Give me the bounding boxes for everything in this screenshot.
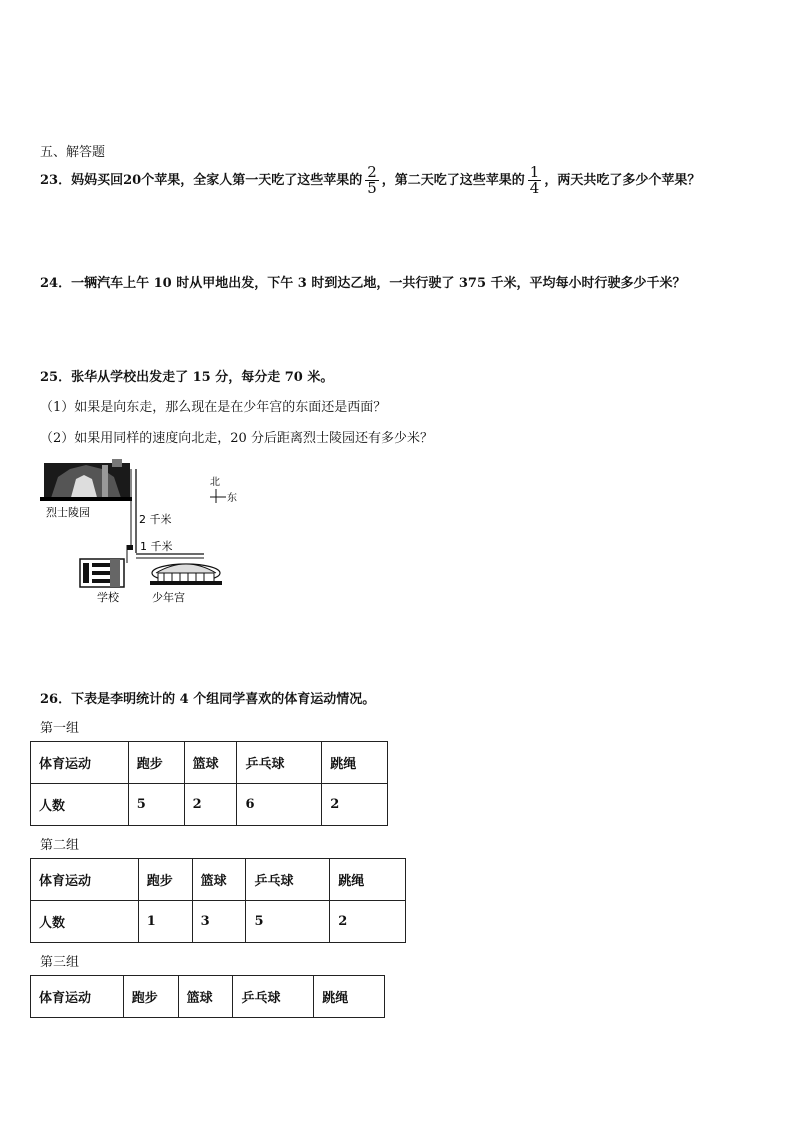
table-cell: 乒乓球 [246, 859, 330, 901]
table-cell: 1 [138, 901, 192, 943]
question-24: 24．一辆汽车上午 10 时从甲地出发，下午 3 时到达乙地，一共行驶了 375 千米，平均每小时行驶多少千米？ [40, 276, 686, 291]
question-25-part-2: （2）如果用同样的速度向北走，20 分后距离烈士陵园还有多少米？ [40, 431, 433, 446]
route-map [40, 455, 250, 610]
table-cell: 体育运动 [31, 742, 129, 784]
table-cell: 跑步 [128, 742, 184, 784]
table-cell: 3 [192, 901, 246, 943]
group-1-title: 第一组 [40, 721, 80, 736]
group-3-table [30, 975, 385, 1018]
question-25: 25．张华从学校出发走了 15 分，每分走 70 米。 [40, 370, 334, 385]
table-cell: 篮球 [178, 976, 233, 1018]
question-23 [40, 165, 700, 196]
table-cell: 5 [128, 784, 184, 826]
q23-text-2: 个苹果，全家人第一天吃了这些苹果的 [141, 173, 363, 188]
table-cell: 体育运动 [31, 976, 124, 1018]
table-header-row [31, 859, 406, 901]
youth-palace-image [150, 564, 222, 585]
table-cell: 6 [237, 784, 322, 826]
table-header-row [31, 742, 388, 784]
q23-number: 23． [40, 173, 72, 188]
q23-count: 20 [123, 173, 142, 188]
q23-text-3: ，第二天吃了这些苹果的 [381, 173, 525, 188]
label-2km: 2 千米 [139, 513, 172, 526]
fraction-one-quarter [528, 165, 542, 196]
fraction-numerator: 1 [529, 163, 540, 181]
q23-text-1: 妈妈买回 [71, 173, 124, 188]
fraction-denominator: 4 [529, 179, 540, 197]
table-cell: 人数 [31, 901, 139, 943]
table-header-row [31, 976, 385, 1018]
school-building-image [80, 559, 124, 587]
table-cell: 乒乓球 [233, 976, 314, 1018]
label-youth-palace: 少年宫 [152, 591, 185, 604]
section-title: 五、解答题 [40, 145, 106, 160]
flag-icon [127, 545, 133, 550]
table-row [31, 901, 406, 943]
table-cell: 跑步 [138, 859, 192, 901]
table-cell: 人数 [31, 784, 129, 826]
table-cell: 2 [184, 784, 237, 826]
fraction-numerator: 2 [367, 163, 377, 181]
fraction-two-fifths [365, 165, 379, 196]
question-25-part-1: （1）如果是向东走，那么现在是在少年宫的东面还是西面？ [40, 400, 387, 415]
table-cell: 乒乓球 [237, 742, 322, 784]
compass-icon [210, 489, 226, 503]
table-cell: 跳绳 [314, 976, 385, 1018]
table-cell: 篮球 [192, 859, 246, 901]
table-cell: 5 [246, 901, 330, 943]
group-2-title: 第二组 [40, 838, 80, 853]
martyrs-park-image [40, 459, 132, 501]
compass-east-label: 东 [227, 493, 237, 504]
question-26: 26．下表是李明统计的 4 个组同学喜欢的体育运动情况。 [40, 692, 376, 707]
table-row [31, 784, 388, 826]
group-3-title: 第三组 [40, 955, 80, 970]
group-2-table [30, 858, 406, 943]
label-1km: 1 千米 [140, 540, 173, 553]
fraction-denominator: 5 [367, 179, 377, 197]
table-cell: 篮球 [184, 742, 237, 784]
label-school: 学校 [97, 591, 119, 604]
group-1-table [30, 741, 388, 826]
label-martyrs-park: 烈士陵园 [46, 506, 90, 519]
q23-text-4: ，两天共吃了多少个苹果？ [544, 173, 701, 188]
compass-north-label: 北 [210, 477, 220, 488]
table-cell: 跑步 [123, 976, 178, 1018]
table-cell: 跳绳 [330, 859, 406, 901]
table-cell: 2 [330, 901, 406, 943]
table-cell: 跳绳 [322, 742, 388, 784]
table-cell: 2 [322, 784, 388, 826]
table-cell: 体育运动 [31, 859, 139, 901]
